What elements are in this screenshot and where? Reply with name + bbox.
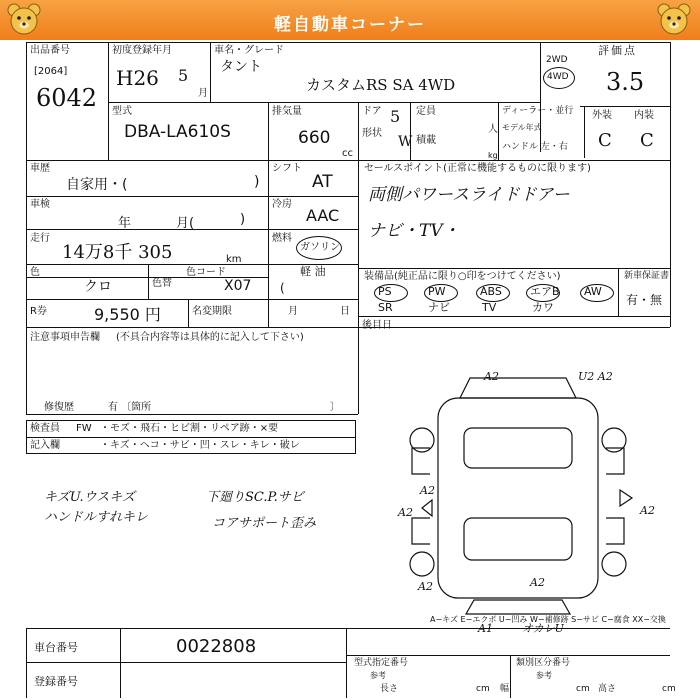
damage-mark: A2 [484,370,499,383]
doors-label: ドア [362,106,382,117]
chassis-value: 0022808 [176,636,257,657]
damage-arrows [422,490,632,516]
entry-label: 記入欄 [30,440,60,451]
plate-label: 登録番号 [34,675,78,688]
displacement-unit: cc [342,148,353,159]
inspector-row1: ・モズ・飛石・ヒビ割・リペア跡・×要 [100,423,279,434]
damage-mark: オカレU [522,622,564,635]
damage-mark: A2 [530,576,545,589]
fuel-gasoline: ガソリン [300,242,340,253]
remark-line1: キズU.ウスキズ [44,490,135,505]
damage-mark: A2 [398,506,413,519]
inspector-fw: FW [76,423,92,434]
inspection-label: 車検 [30,199,50,210]
recycle-label: R券 [30,306,47,317]
type-code-value: DBA-LA610S [124,122,231,142]
rear-seat-label: 後目日 [362,320,392,331]
notice-label: 注意事項申告欄 [30,332,100,343]
registration-era-year: H26 [116,66,159,90]
color-code-label: 色コード [186,267,226,278]
banner-title: 軽自動車コーナー [274,15,426,35]
damage-mark: A2 [418,580,433,593]
equipment-item: SR [378,301,393,314]
interior-label: 内装 [634,110,654,121]
usage-value: 自家用・( [66,177,128,193]
repair-close: 〕 [330,402,340,413]
registration-month-unit: 月 [198,88,208,99]
shift-label: シフト [272,163,302,174]
rear-bumper [466,600,570,614]
width-label: 幅 [500,684,510,694]
equipment-item: AW [584,285,602,298]
remark-line2: ハンドルすれキレ [44,510,148,525]
load-label: 積載 [416,135,436,146]
registration-label: 初度登録年月 [112,45,172,56]
recycle-value: 9,550 円 [94,305,161,324]
equipment-item: エアB [530,285,560,298]
warranty-value: 有・無 [626,293,663,307]
wheel-rear-right [602,552,626,576]
class-label: 類別区分番号 [516,658,571,668]
usage-close: ) [254,174,260,190]
equipment-item: TV [482,301,497,314]
tax-label: 名変期限 [192,306,232,317]
length-label: 長さ [380,684,399,694]
repair-value: 有 〔箇所 [108,402,152,413]
color-code-value: X07 [224,278,252,294]
equipment-label: 装備品(純正品に限り○印をつけてください) [364,271,561,282]
remark-line4: コアサポート歪み [212,516,317,531]
notice-note: (不具合内容等は具体的に記入して下さい) [116,332,304,343]
usage-label: 車歴 [30,163,50,174]
color-label: 色 [30,267,40,278]
equipment-item: ナビ [428,301,450,314]
model-label: 車名・グレード [214,45,284,56]
car-side-panels [412,448,624,544]
inspection-year: 年 [118,216,132,231]
rating-label: 評価点 [598,44,637,57]
sales-line1: 両側パワースライドドアー [368,185,570,205]
shape-label: 形状 [362,128,382,139]
spec-ref: 参考 [370,671,386,680]
spec-label: 型式指定番号 [354,658,409,668]
width-unit: cm [576,684,590,694]
tax-day: 日 [340,306,350,317]
inspection-month: 月( [176,216,195,231]
equipment-item: カワ [532,301,554,314]
color-value: クロ [84,279,112,295]
class-ref: 参考 [536,671,552,680]
tax-month: 月 [288,306,298,317]
aircon-label: 冷房 [272,199,292,210]
drive-2wd: 2WD [546,55,568,65]
shape-value: W [398,134,413,150]
aircon-value: AAC [306,206,340,225]
fuel-diesel: 軽 油 [300,265,326,278]
inspection-close: ) [240,212,246,227]
mileage-value: 14万8千 305 [62,242,173,263]
capacity-unit: 人 [488,124,498,135]
shift-value: AT [312,172,333,192]
car-rear-window [464,518,572,560]
damage-mark: A1 [478,622,493,635]
rating-score: 3.5 [606,68,645,96]
new-car-warranty-label: 新車保証書 [624,271,670,281]
fuel-label: 燃料 [272,233,292,244]
doors-value: 5 [390,107,401,126]
exterior-grade: C [598,130,612,151]
color-swap-label: 色替 [152,278,172,289]
height-label: 高さ [598,684,617,694]
header-banner [0,0,700,40]
drive-4wd: 4WD [547,72,569,82]
bear-mascot-icon [654,2,694,38]
model-grade: カスタムRS SA 4WD [306,76,456,94]
damage-legend: A−キズ E−エクボ U−凹み W−補修跡 S−サビ C−腐食 XX−交換 [430,615,666,624]
interior-grade: C [640,130,654,151]
equipment-item: PS [378,285,392,298]
inspector-row2: ・キズ・ヘコ・サビ・凹・スレ・キレ・破レ [100,440,300,451]
repair-label: 修復歴 [44,402,74,413]
wheel-rear-left [410,552,434,576]
damage-mark: A2 [640,504,655,517]
damage-mark: U2 A2 [578,370,613,383]
damage-mark: A2 [420,484,435,497]
length-unit: cm [476,684,490,694]
model-name: タント [220,59,262,75]
lot-label: 出品番号 [30,45,70,56]
lot-code: [2064] [34,66,68,77]
front-bumper [460,378,576,398]
handle-label: ハンドル 左・右 [502,142,568,152]
model-year-label: モデル年式 [502,123,542,132]
exterior-label: 外装 [592,110,612,121]
displacement-value: 660 [298,128,331,148]
equipment-item: PW [428,285,446,298]
inspector-label: 検査員 [30,423,60,434]
registration-month: 5 [178,66,189,85]
load-unit: kg [488,151,498,160]
displacement-label: 排気量 [272,106,302,117]
dealer-label: ディーラー・並行 [502,106,574,116]
fuel-paren: ( [280,281,285,295]
sales-line2: ナビ・TV・ [368,221,460,241]
lot-number: 6042 [36,84,98,112]
type-code-label: 型式 [112,106,132,117]
equipment-item: ABS [480,285,502,298]
car-windshield [464,428,572,468]
height-unit: cm [662,684,676,694]
sales-label: セールスポイント(正常に機能するものに限ります) [364,163,591,174]
mileage-label: 走行 [30,233,50,244]
remark-line3: 下廻りSC.P.サビ [206,490,304,505]
capacity-label: 定員 [416,106,436,117]
chassis-label: 車台番号 [34,641,78,654]
mileage-unit: km [226,254,242,265]
